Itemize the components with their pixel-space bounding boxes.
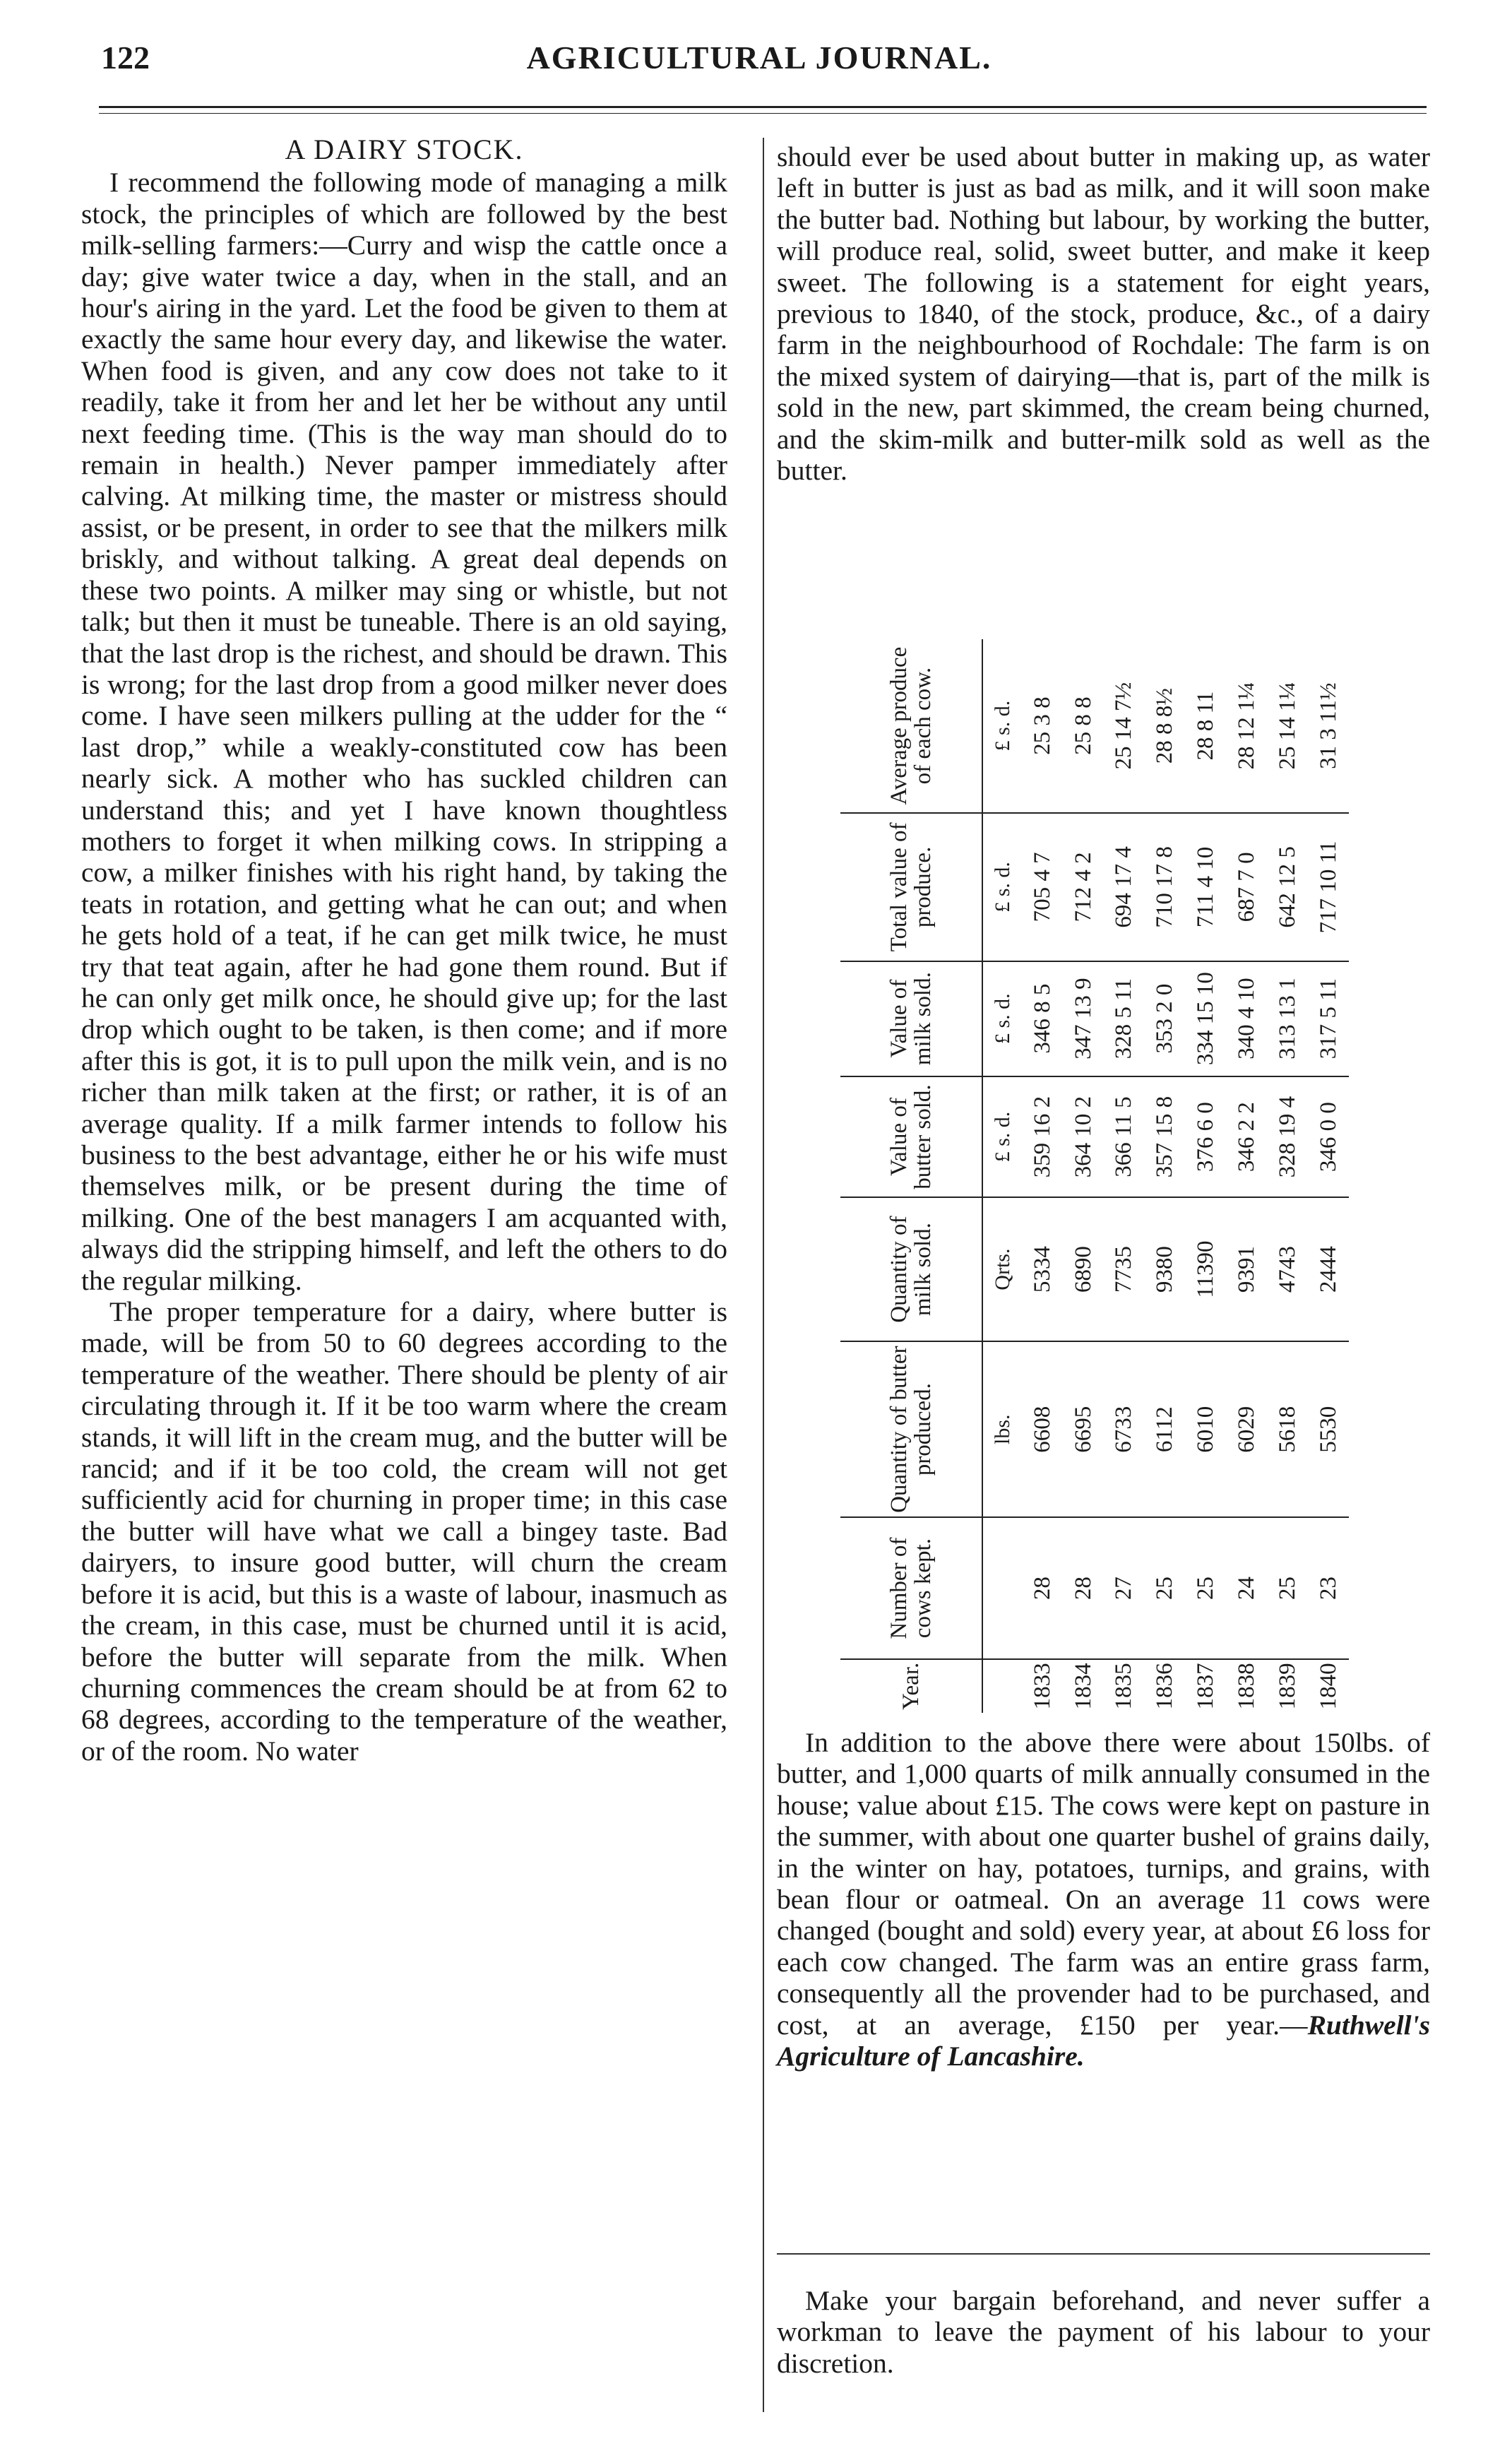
- table-row: 1840 23 5530 2444 346 0 0 317 5 11 717 10 11 31 3 11½: [1308, 639, 1349, 1713]
- citation: Ruthwell's Agriculture of Lancashire.: [777, 2009, 1430, 2072]
- paragraph: should ever be used about butter in making up, as water left in butter is just as bad as milk, and it will soon make the butter bad. Nothing but labour, by working the butter, will produce real, solid, sweet butter, and make it keep sweet. The following is a statement for eight years, previous to 1840, of the stock, produce, &c., of a dairy farm in the neighbourhood of Rochdale: The farm is on the mixed system of dairying—that is, part of the milk is sold in the new, part skimmed, the cream being churned, and the skim-milk and butter-milk sold as well as the butter.: [777, 141, 1430, 487]
- table-row: 1838 24 6029 9391 346 2 2 340 4 10 687 7 0 28 12 1¼: [1227, 639, 1268, 1713]
- table-row: 1834 28 6695 6890 364 10 2 347 13 9 712 4 2 25 8 8: [1063, 639, 1104, 1713]
- column-header: Value of milk sold.: [840, 961, 982, 1076]
- column-divider: [763, 138, 764, 2412]
- footer-note: Make your bargain beforehand, and never suffer a workman to leave the payment of his labour to your discretion.: [777, 2285, 1430, 2379]
- running-title: AGRICULTURAL JOURNAL.: [526, 40, 992, 76]
- page-header: [88, 39, 1430, 81]
- table-header-row: [840, 639, 982, 1713]
- paragraph: The proper temperature for a dairy, where butter is made, will be from 50 to 60 degrees according to the temperature of the weather. There should be plenty of air circulating through it. If it be too warm where the cream stands, it will lift in the cream mug, and the butter will be rancid; and if it be too cold, the cream will not get sufficiently acid for churning in proper time; in this case the butter will have what we call a bingey taste. Bad dairyers, to insure good butter, will churn the cream before it is acid, but this is a waste of labour, inasmuch as the cream, in this case, must be churned until it is acid, before the butter will separate from the milk. When churning commences the cream should be at from 62 to 68 degrees, according to the temperature of the weather, or of the room. No water: [81, 1296, 727, 1767]
- table-row: 1836 25 6112 9380 357 15 8 353 2 0 710 17 8 28 8 8½: [1145, 639, 1186, 1713]
- units-row: lbs. Qrts. £ s. d. £ s. d. £ s. d. £ s. d.: [982, 639, 1022, 1713]
- left-column: [81, 134, 727, 1767]
- right-column: [777, 141, 1430, 486]
- header-rule: [99, 106, 1427, 108]
- column-header: Quantity of butter produced.: [840, 1341, 982, 1518]
- article-title: A DAIRY STOCK.: [285, 133, 524, 165]
- table-row: 1839 25 5618 4743 328 19 4 313 13 1 642 12 5 25 14 1¼: [1267, 639, 1308, 1713]
- column-header: Average produce of each cow.: [840, 639, 982, 813]
- table: [840, 639, 1349, 1713]
- header-rule-thin: [99, 113, 1427, 114]
- paragraph: In addition to the above there were about 150lbs. of butter, and 1,000 quarts of milk annually consumed in the house; value about £15. The cows were kept on pasture in the summer, with about one quarter bushel of grains daily, in the winter on hay, potatoes, turnips, and grains, with bean flour or oatmeal. On an average 11 cows were changed (bought and sold) every year, at about £6 loss for each cow changed. The farm was an entire grass farm, consequently all the provender had to be purchased, and cost, at an average, £150 per year.—Ruthwell's Agriculture of Lancashire.: [777, 1727, 1430, 2072]
- column-header: Year.: [840, 1659, 982, 1713]
- column-header: Quantity of milk sold.: [840, 1197, 982, 1341]
- column-header: Value of butter sold.: [840, 1076, 982, 1198]
- table-row: 1833 28 6608 5334 359 16 2 346 8 5 705 4 7 25 3 8: [1022, 639, 1063, 1713]
- table-row: 1835 27 6733 7735 366 11 5 328 5 11 694 17 4 25 14 7½: [1104, 639, 1145, 1713]
- dairy-statistics-table: [840, 639, 1349, 1713]
- table-row: 1837 25 6010 11390 376 6 0 334 15 10 711 4 10 28 8 11: [1186, 639, 1227, 1713]
- column-header: Number of cows kept.: [840, 1517, 982, 1658]
- page-number: 122: [101, 40, 150, 76]
- column-header: Total value of produce.: [840, 813, 982, 961]
- section-rule: [777, 2253, 1430, 2255]
- right-column-continued: [777, 1727, 1430, 2072]
- paragraph: I recommend the following mode of managing a milk stock, the principles of which are followed by the best milk-selling farmers:—Curry and wisp the cattle once a day; give water twice a day, when in the stall, and an hour's airing in the yard. Let the food be given to them at exactly the same hour every day, and likewise the water. When food is given, and any cow does not take to it readily, take it from her and let her be without any until next feeding time. (This is the way man should do to remain in health.) Never pamper immediately after calving. At milking time, the master or mistress should assist, or be present, in order to see that the milkers milk briskly, and without talking. A great deal depends on these two points. A milker may sing or whistle, but not talk; but then it must be tuneable. There is an old saying, that the last drop is the richest, and should be drawn. This is wrong; for the last drop from a good milker never does come. I have seen milkers pulling at the udder for the “ last drop,” while a weakly-constituted cow has been nearly sick. A mother who has suckled children can understand this; and yet I have known thoughtless mothers to forget it when milking cows. In stripping a cow, a milker finishes with his right hand, by taking the teats in rotation, and getting what he can out; and when he gets hold of a teat, if he can get milk twice, he must try that teat again, after he had gone them round. But if he can only get milk once, he should give up; for the last drop which ought to be taken, is then come; and if more after this is got, it is to pull upon the milk vein, and is no richer than milk taken at the first; or rather, it is of an average quality. If a milk farmer intends to follow his business to the best advantage, either he or his wife must themselves milk, or be present during the time of milking. One of the best managers I am acquanted with, always did the stripping himself, and left the others to do the regular milking.: [81, 167, 727, 1296]
